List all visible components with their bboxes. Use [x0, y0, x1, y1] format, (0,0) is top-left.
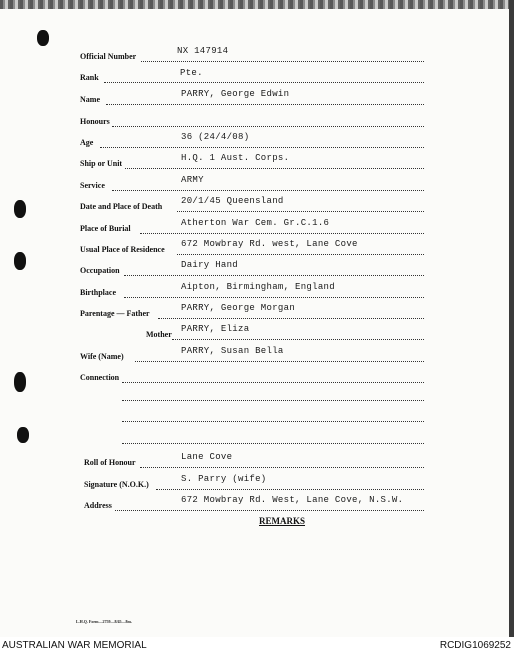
fill-line	[140, 233, 424, 234]
field-honours	[0, 111, 514, 129]
punch-hole	[17, 427, 29, 443]
field-value: PARRY, George Morgan	[181, 303, 296, 313]
fill-line	[124, 297, 424, 298]
field-label: Date and Place of Death	[80, 202, 163, 211]
field-value: PARRY, George Edwin	[181, 89, 290, 99]
field-place-of-burial	[0, 218, 514, 236]
field-value: S. Parry (wife)	[181, 474, 267, 484]
field-label: Occupation	[80, 266, 120, 275]
field-label: Ship or Unit	[80, 159, 123, 168]
field-roll-of-honour	[0, 452, 514, 470]
field-ship-or-unit	[0, 153, 514, 171]
fill-line	[140, 467, 424, 468]
field-name	[0, 89, 514, 107]
connection-line	[122, 443, 424, 444]
field-value: Lane Cove	[181, 452, 233, 462]
field-mother	[0, 324, 514, 342]
field-wife	[0, 346, 514, 364]
field-label: Parentage — Father	[80, 309, 150, 318]
field-label: Service	[80, 181, 105, 190]
fill-line	[141, 61, 424, 62]
field-label: Connection	[80, 373, 120, 382]
field-value: ARMY	[181, 175, 204, 185]
fill-line	[104, 82, 424, 83]
form-reference: L.H.Q. Form—2759—8/45—8m.	[76, 619, 132, 624]
field-value: NX 147914	[177, 46, 229, 56]
field-rank	[0, 67, 514, 85]
fill-line	[115, 510, 424, 511]
field-label: Official Number	[80, 52, 137, 61]
field-value: Dairy Hand	[181, 260, 239, 270]
field-signature-nok	[0, 474, 514, 492]
field-label: Wife (Name)	[80, 352, 124, 361]
fill-line	[125, 168, 424, 169]
field-label: Honours	[80, 117, 110, 126]
connection-line	[122, 421, 424, 422]
scan-top-edge	[0, 0, 514, 9]
field-official-number	[0, 46, 514, 64]
fill-line	[106, 104, 424, 105]
field-birthplace	[0, 282, 514, 300]
field-father	[0, 303, 514, 321]
field-date-place-death	[0, 196, 514, 214]
fill-line	[172, 339, 424, 340]
fill-line	[158, 318, 424, 319]
field-value: PARRY, Susan Bella	[181, 346, 284, 356]
field-label: Mother	[146, 330, 172, 339]
field-label: Usual Place of Residence	[80, 245, 165, 254]
fill-line	[177, 254, 424, 255]
fill-line	[156, 489, 424, 490]
field-value: Pte.	[180, 68, 203, 78]
field-label: Roll of Honour	[84, 458, 136, 467]
fill-line	[124, 275, 424, 276]
field-label: Birthplace	[80, 288, 116, 297]
fill-line	[100, 147, 424, 148]
fill-line	[122, 382, 424, 383]
field-address	[0, 495, 514, 513]
field-value: 36 (24/4/08)	[181, 132, 250, 142]
fill-line	[177, 211, 424, 212]
field-service	[0, 175, 514, 193]
field-value: Atherton War Cem. Gr.C.1.6	[181, 218, 330, 228]
field-usual-residence	[0, 239, 514, 257]
punch-hole	[37, 30, 49, 46]
field-value: 672 Mowbray Rd. west, Lane Cove	[181, 239, 358, 249]
fill-line	[112, 126, 424, 127]
field-age	[0, 132, 514, 150]
footer-archive-name: AUSTRALIAN WAR MEMORIAL	[2, 640, 147, 651]
footer-record-id: RCDIG1069252	[439, 640, 511, 651]
field-value: 672 Mowbray Rd. West, Lane Cove, N.S.W.	[181, 495, 404, 505]
field-value: 20/1/45 Queensland	[181, 196, 284, 206]
fill-line	[112, 190, 424, 191]
field-label: Name	[80, 95, 100, 104]
field-value: Aipton, Birmingham, England	[181, 282, 335, 292]
field-label: Place of Burial	[80, 224, 131, 233]
connection-line	[122, 400, 424, 401]
field-connection	[0, 367, 514, 385]
field-label: Address	[84, 501, 112, 510]
field-occupation	[0, 260, 514, 278]
field-label: Rank	[80, 73, 99, 82]
field-label: Age	[80, 138, 94, 147]
fill-line	[135, 361, 424, 362]
field-value: PARRY, Eliza	[181, 324, 250, 334]
field-value: H.Q. 1 Aust. Corps.	[181, 153, 290, 163]
remarks-heading: REMARKS	[259, 516, 306, 526]
field-label: Signature (N.O.K.)	[84, 480, 149, 489]
